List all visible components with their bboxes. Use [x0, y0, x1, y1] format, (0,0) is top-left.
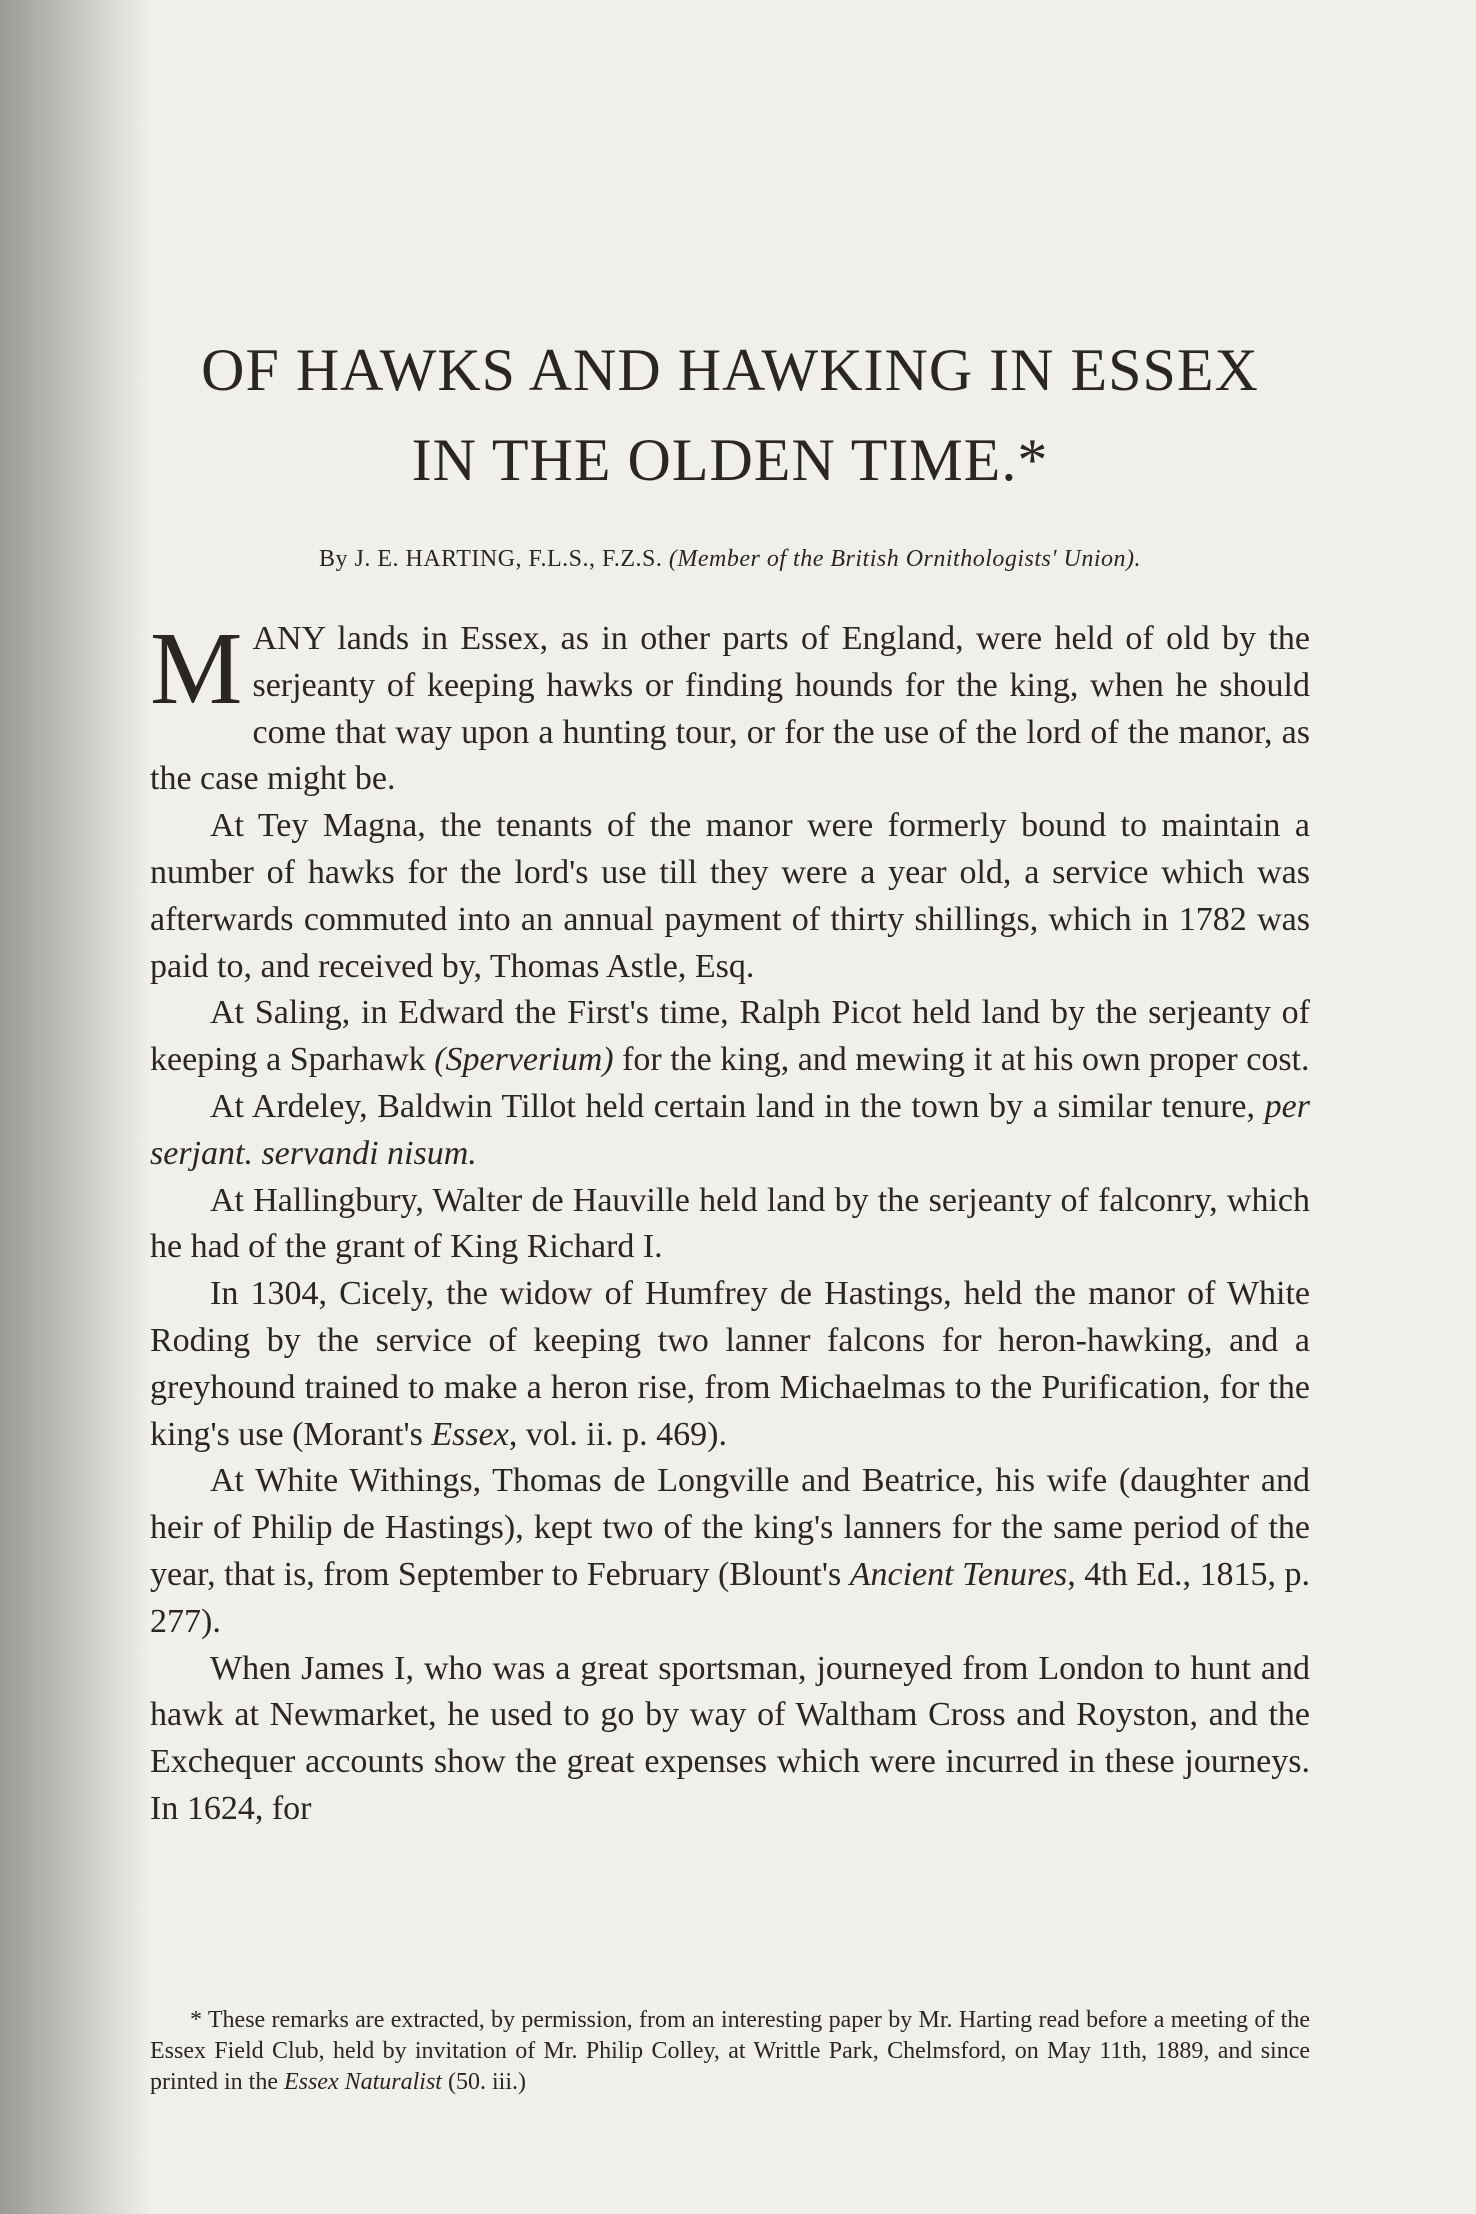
paragraph-4-text: At Ardeley, Baldwin Tillot held certain land in the town by a similar tenure,: [210, 1087, 1265, 1125]
paragraph-6-italic: Essex: [431, 1415, 509, 1453]
footnote-text-b: (50. iii.): [441, 2069, 526, 2095]
paragraph-2: At Tey Magna, the tenants of the manor were formerly bound to maintain a number of hawks for the lord's use till they were a year old, a service which was afterwards commuted into an annual payment of thirty shillings, which in 1782 was paid to, and received by, Thomas Astle, Esq.: [150, 807, 1310, 985]
paragraph-4: [150, 1084, 1310, 1178]
paragraph-7-italic: Ancient Tenures: [849, 1555, 1068, 1593]
author-byline: [150, 546, 1310, 573]
author-affiliation: (Member of the British Ornithologists' Union).: [668, 546, 1142, 572]
paragraph-3: [150, 990, 1310, 1084]
article-body: [150, 611, 1311, 1833]
footnote-italic: Essex Naturalist: [283, 2069, 442, 2095]
paragraph-1-text: ANY lands in Essex, as in other parts of England, were held of old by the serjeanty of keeping hawks or finding hounds for the king, when he should come that way upon a hunting tour, or for the use of the lord of the manor, as the case might be.: [150, 620, 1310, 798]
paragraph-7: [150, 1458, 1310, 1645]
article-title-line-1: OF HAWKS AND HAWKING IN ESSEX: [201, 337, 1259, 403]
footnote: [150, 2005, 1310, 2098]
paragraph-6-text-b: , vol. ii. p. 469).: [508, 1415, 727, 1453]
paragraph-8: When James I, who was a great sportsman, journeyed from London to hunt and hawk at Newmarket, he used to go by way of Waltham Cross and Royston, and the Exchequer accounts show the great expenses which were incurred in these journeys. In 1624, for: [150, 1649, 1310, 1827]
paragraph-7-text-a: At White Withings, Thomas de Longville and Beatrice, his wife (daughter and heir of Philip de Hastings), kept two of the king's lanners for the same period of the year, that is, from September to February (Blount's: [150, 1462, 1310, 1593]
paragraph-6: [150, 1271, 1310, 1458]
book-page: [150, 0, 1310, 2214]
article-title-line-2: IN THE OLDEN TIME.*: [411, 427, 1049, 493]
paragraph-7-text-b: , 4th Ed., 1815, p. 277).: [150, 1555, 1311, 1640]
footnote-text: [150, 2005, 1310, 2098]
binding-shadow: [0, 0, 150, 2214]
author-name: By J. E. HARTING, F.L.S., F.Z.S.: [318, 546, 663, 572]
paragraph-5: At Hallingbury, Walter de Hauville held land by the serjeanty of falconry, which he had of the grant of King Richard I.: [150, 1181, 1310, 1266]
paragraph-3-text-a: At Saling, in Edward the First's time, Ralph Picot held land by the serjeanty of keeping a Sparhawk: [150, 994, 1310, 1079]
paragraph-3-italic: (Sperverium): [434, 1041, 614, 1079]
footnote-text-a: * These remarks are extracted, by permission, from an interesting paper by Mr. Harting read before a meeting of the Essex Field Club, held by invitation of Mr. Philip Colley, at Writtle Park, Chelmsford, on May 11th, 1889, and since printed in the: [150, 2007, 1310, 2095]
drop-cap: M: [150, 611, 243, 726]
paragraph-1: [150, 611, 1310, 803]
paragraph-6-text-a: In 1304, Cicely, the widow of Humfrey de Hastings, held the manor of White Roding by the service of keeping two lanner falcons for heron-hawking, and a greyhound trained to make a heron rise, from Michaelmas to the Purification, for the king's use (Morant's: [150, 1275, 1310, 1453]
paragraph-4-italic: per serjant. servandi nisum.: [150, 1087, 1310, 1172]
paragraph-3-text-b: for the king, and mewing it at his own proper cost.: [613, 1041, 1310, 1079]
